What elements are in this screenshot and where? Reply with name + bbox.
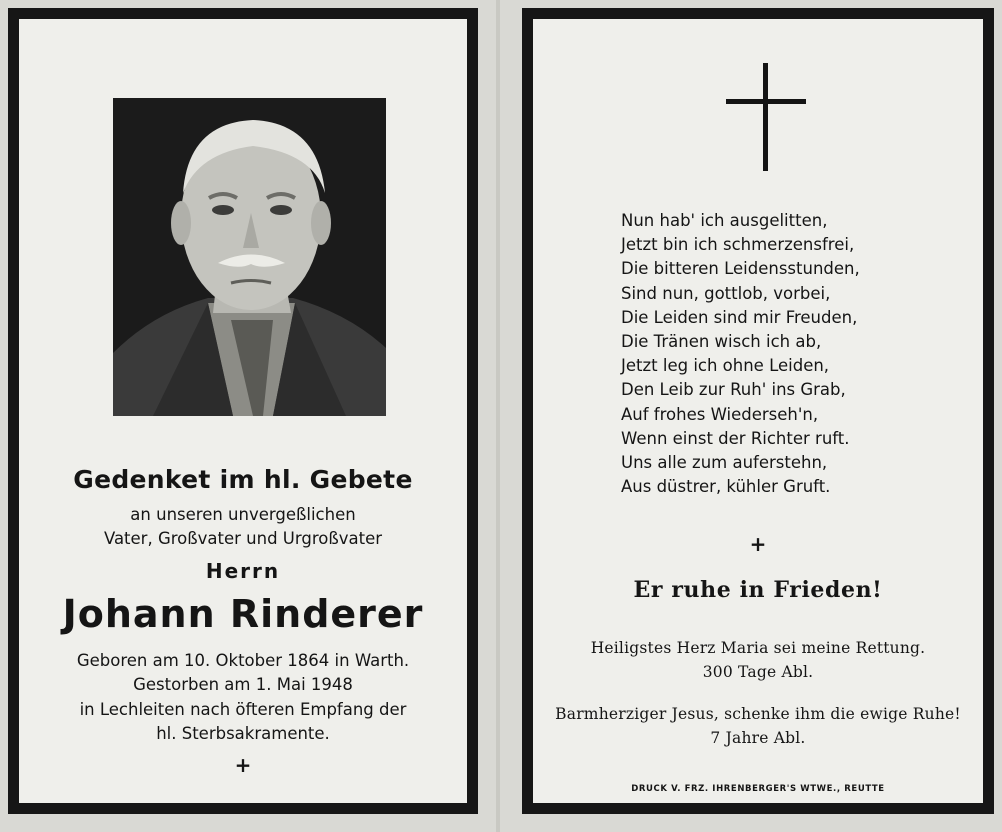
sacraments-line-2: hl. Sterbsakramente. — [156, 724, 330, 743]
poem-line: Jetzt bin ich schmerzensfrei, — [621, 235, 855, 255]
poem-line: Nun hab' ich ausgelitten, — [621, 211, 828, 230]
poem-line: Die Leiden sind mir Freuden, — [621, 307, 858, 327]
poem-line: Uns alle zum auferstehn, — [621, 452, 828, 472]
indulgence-line-2: 7 Jahre Abl. — [710, 729, 806, 747]
poem-line: Sind nun, gottlob, vorbei, — [621, 283, 831, 303]
latin-cross-icon — [726, 63, 808, 173]
poem-line: Die bitteren Leidensstunden, — [621, 259, 860, 279]
intro-line-1: an unseren unvergeßlichen — [130, 505, 356, 524]
prayer-line-1: Heiligstes Herz Maria sei meine Rettung. — [590, 639, 926, 657]
death-line: Gestorben am 1. Mai 1948 — [133, 675, 353, 694]
honorific-title: Herrn — [205, 559, 281, 583]
poem-line: Auf frohes Wiederseh'n, — [621, 404, 819, 424]
sacraments-line-1: in Lechleiten nach öfteren Empfang der — [79, 700, 407, 719]
printer-imprint: DRUCK V. FRZ. IHRENBERGER'S WTWE., REUTTE — [631, 784, 885, 794]
memorial-card-front — [8, 8, 478, 814]
poem-line: Die Tränen wisch ich ab, — [621, 331, 822, 351]
poem-line: Jetzt leg ich ohne Leiden, — [621, 356, 830, 376]
prayer-line-2: Barmherziger Jesus, schenke ihm die ewige Ruhe! — [555, 705, 961, 723]
poem-line: Den Leib zur Ruh' ins Grab, — [621, 380, 846, 400]
intro-line-2: Vater, Großvater und Urgroßvater — [103, 529, 383, 548]
birth-line: Geboren am 10. Oktober 1864 in Warth. — [76, 651, 410, 670]
memorial-poem — [621, 209, 860, 499]
small-cross-mark: + — [749, 532, 767, 556]
memorial-card-back — [522, 8, 994, 814]
portrait-photo — [113, 98, 386, 416]
memorial-heading: Gedenket im hl. Gebete — [73, 465, 413, 494]
deceased-name: Johann Rinderer — [62, 592, 424, 636]
page-fold — [496, 0, 500, 832]
poem-line: Aus düstrer, kühler Gruft. — [621, 477, 831, 497]
poem-line: Wenn einst der Richter ruft. — [621, 428, 850, 448]
rest-in-peace-text: Er ruhe in Frieden! — [633, 577, 883, 603]
indulgence-line-1: 300 Tage Abl. — [702, 663, 814, 681]
small-cross-mark: + — [234, 753, 252, 777]
